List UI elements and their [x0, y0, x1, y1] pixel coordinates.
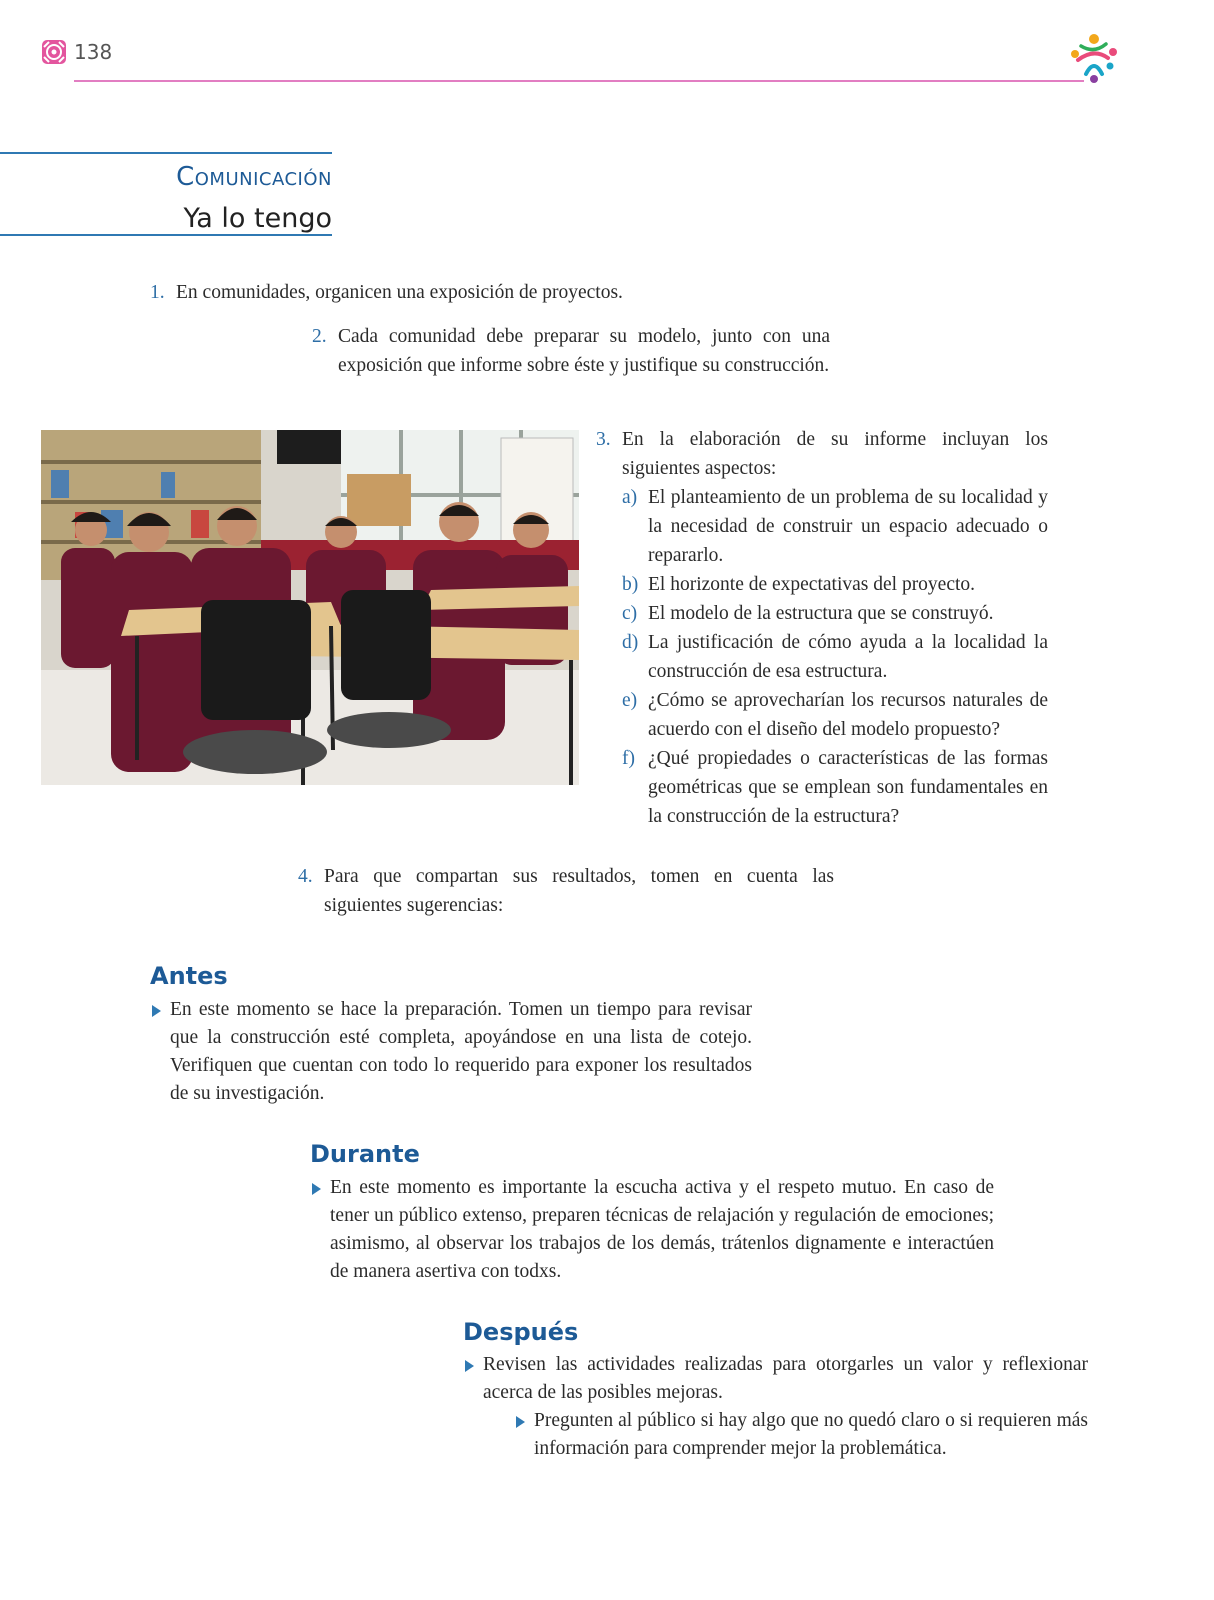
- sub-item-d: [622, 628, 1048, 686]
- list-item-1: [150, 278, 850, 307]
- list-item-text: En comunidades, organicen una exposición de proyectos.: [176, 282, 623, 303]
- sub-item-f: [622, 744, 1048, 831]
- list-item-4: [298, 862, 834, 920]
- antes-text: En este momento se hace la preparación. Tomen un tiempo para revisar que la construcción esté completa, apoyándose en una lista de cotejo. Verifiquen que cuentan con todo lo requerido para exponer los resultados de su investigación.: [170, 999, 752, 1104]
- sub-item-letter: c): [622, 603, 638, 624]
- section-bottom-rule: [0, 234, 332, 236]
- bullet-triangle-icon: [152, 1005, 161, 1017]
- durante-text: En este momento es importante la escucha activa y el respeto mutuo. En caso de tener un público extenso, preparen técnicas de relajación y regulación de emociones; asimismo, al observar los trabajos de los demás, trátenlos dignamente e interactúen de manera asertiva con todxs.: [330, 1177, 994, 1282]
- sub-item-text: El planteamiento de un problema de su localidad y la necesidad de construir un espacio adecuado o repararlo.: [648, 487, 1048, 566]
- colorful-figure-logo-icon: [1066, 30, 1122, 86]
- sub-item-e: [622, 686, 1048, 744]
- despues-text-2: Pregunten al público si hay algo que no quedó claro o si requieren más información para comprender mejor la problemática.: [534, 1410, 1088, 1459]
- list-item-text: Cada comunidad debe preparar su modelo, junto con una exposición que informe sobre éste y justifique su construcción.: [338, 326, 830, 376]
- list-item-number: 3.: [596, 429, 611, 450]
- section-title: Comunicación: [176, 162, 332, 192]
- despues-bullet-1: [463, 1351, 1088, 1407]
- durante-heading: Durante: [310, 1140, 420, 1168]
- list-item-text: En la elaboración de su informe incluyan los siguientes aspectos:: [622, 429, 1048, 479]
- sub-item-text: El modelo de la estructura que se construyó.: [648, 603, 994, 624]
- page-number: 138: [74, 40, 113, 64]
- antes-heading: Antes: [150, 962, 228, 990]
- list-item-number: 4.: [298, 866, 313, 887]
- section-subtitle: Ya lo tengo: [183, 203, 332, 234]
- sub-item-letter: e): [622, 690, 638, 711]
- sub-item-text: ¿Cómo se aprovecharían los recursos naturales de acuerdo con el diseño del modelo propuesto?: [648, 690, 1048, 740]
- bullet-triangle-icon: [312, 1183, 321, 1195]
- header-rule: [74, 80, 1084, 82]
- sub-item-c: [622, 599, 1048, 628]
- list-item-number: 2.: [312, 326, 327, 347]
- sub-item-text: ¿Qué propiedades o características de las formas geométricas que se emplean son fundamentales en la construcción de la estructura?: [648, 748, 1048, 827]
- bullet-triangle-icon: [516, 1416, 525, 1428]
- bullet-triangle-icon: [465, 1360, 474, 1372]
- section-top-rule: [0, 152, 332, 154]
- pink-ornament-icon: [40, 38, 68, 66]
- sub-item-letter: f): [622, 748, 635, 769]
- antes-bullet: [150, 996, 752, 1108]
- sub-item-letter: b): [622, 574, 639, 595]
- sub-item-a: [622, 483, 1048, 570]
- list-item-3: [596, 425, 1048, 831]
- list-item-2: [312, 322, 830, 380]
- list-item-number: 1.: [150, 282, 165, 303]
- durante-bullet: [310, 1174, 994, 1286]
- despues-heading: Después: [463, 1318, 579, 1346]
- despues-text-1: Revisen las actividades realizadas para otorgarles un valor y reflexionar acerca de las posibles mejoras.: [483, 1354, 1088, 1403]
- despues-bullet-2: [514, 1407, 1088, 1463]
- list-item-text: Para que compartan sus resultados, tomen en cuenta las siguientes sugerencias:: [324, 866, 834, 916]
- sub-item-letter: a): [622, 487, 638, 508]
- sub-item-b: [622, 570, 1048, 599]
- sub-item-text: El horizonte de expectativas del proyecto.: [648, 574, 976, 595]
- classroom-photo: [41, 430, 579, 785]
- sub-item-letter: d): [622, 632, 639, 653]
- sub-item-text: La justificación de cómo ayuda a la localidad la construcción de esa estructura.: [648, 632, 1048, 682]
